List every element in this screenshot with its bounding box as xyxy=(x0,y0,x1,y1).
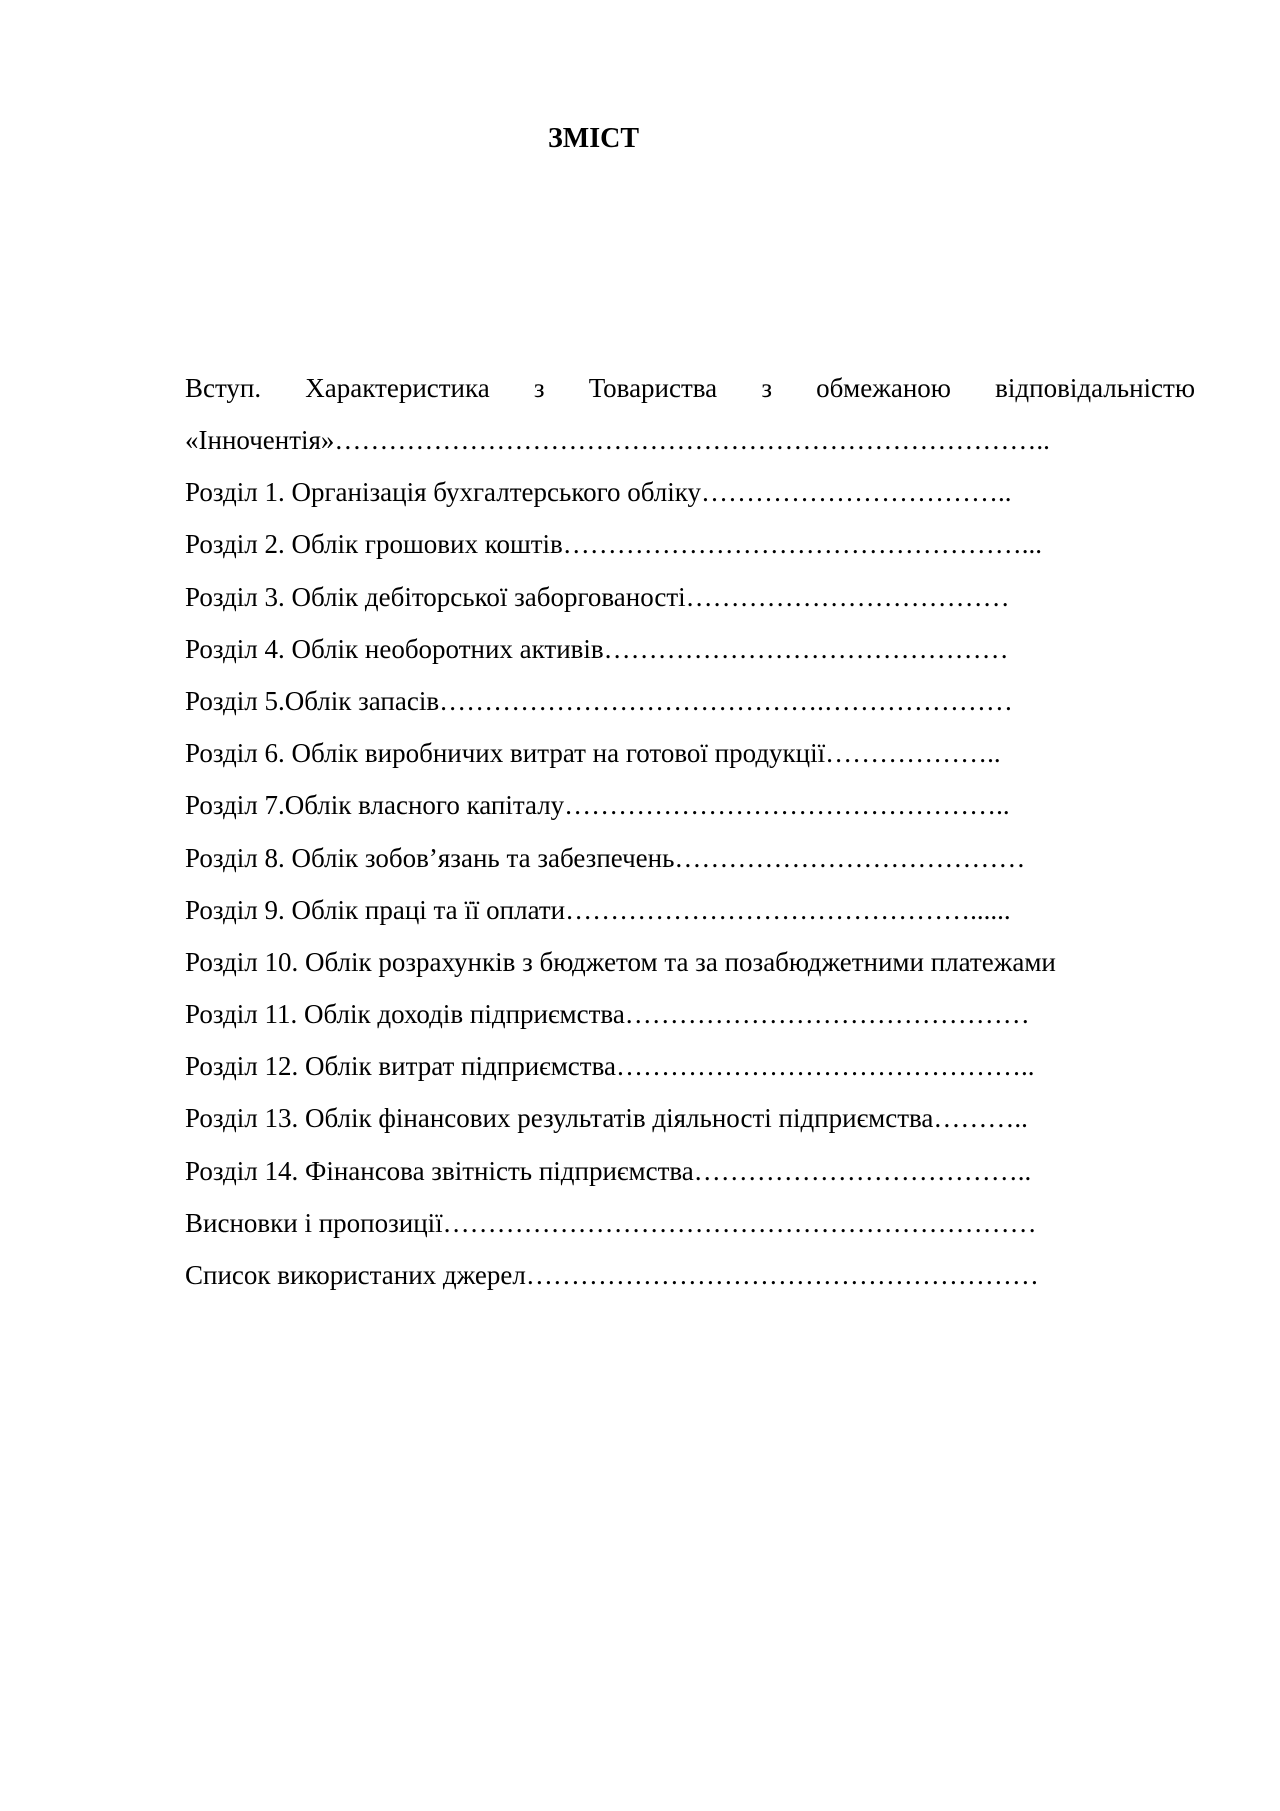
toc-item-section-8: Розділ 8. Облік зобов’язань та забезпечень………………………………… xyxy=(185,842,1026,873)
toc-item-section-6: Розділ 6. Облік виробничих витрат на готової продукції……………….. xyxy=(185,738,1001,769)
toc-item-section-11: Розділ 11. Облік доходів підприємства……………………………………… xyxy=(185,999,1030,1030)
toc-item-section-10: Розділ 10. Облік розрахунків з бюджетом та за позабюджетними платежами xyxy=(185,946,1056,977)
toc-intro-line-continued: «Інночентія»…………………………………………………………………….. xyxy=(185,425,1050,455)
table-of-contents xyxy=(185,362,1195,1301)
toc-item-section-9: Розділ 9. Облік праці та її оплати………………………………………...... xyxy=(185,894,1011,925)
toc-item-section-1: Розділ 1. Організація бухгалтерського обліку…………………………….. xyxy=(185,477,1012,508)
toc-item-section-12: Розділ 12. Облік витрат підприємства……………………………………….. xyxy=(185,1051,1035,1082)
page-title: ЗМІСТ xyxy=(548,123,639,154)
toc-intro-line: Вступ. Характеристика з Товариства з обмежаною відповідальністю xyxy=(185,373,1195,403)
toc-item-section-13: Розділ 13. Облік фінансових результатів діяльності підприємства……….. xyxy=(185,1103,1028,1134)
toc-item-section-3: Розділ 3. Облік дебіторської заборгованості……………………………… xyxy=(185,581,1010,612)
toc-item-section-2: Розділ 2. Облік грошових коштів……………………………………………... xyxy=(185,529,1043,560)
toc-item-references: Список використаних джерел………………………………………………… xyxy=(185,1260,1039,1290)
toc-item-section-7: Розділ 7.Облік власного капіталу………………………………………….. xyxy=(185,790,1010,821)
toc-item-section-4: Розділ 4. Облік необоротних активів……………………………………… xyxy=(185,633,1009,664)
toc-item-conclusions: Висновки і пропозиції………………………………………………………… xyxy=(185,1207,1037,1238)
toc-item-section-14: Розділ 14. Фінансова звітність підприємства……………………………….. xyxy=(185,1155,1032,1186)
toc-item-section-5: Розділ 5.Облік запасів…………………………………….………………… xyxy=(185,685,1013,716)
